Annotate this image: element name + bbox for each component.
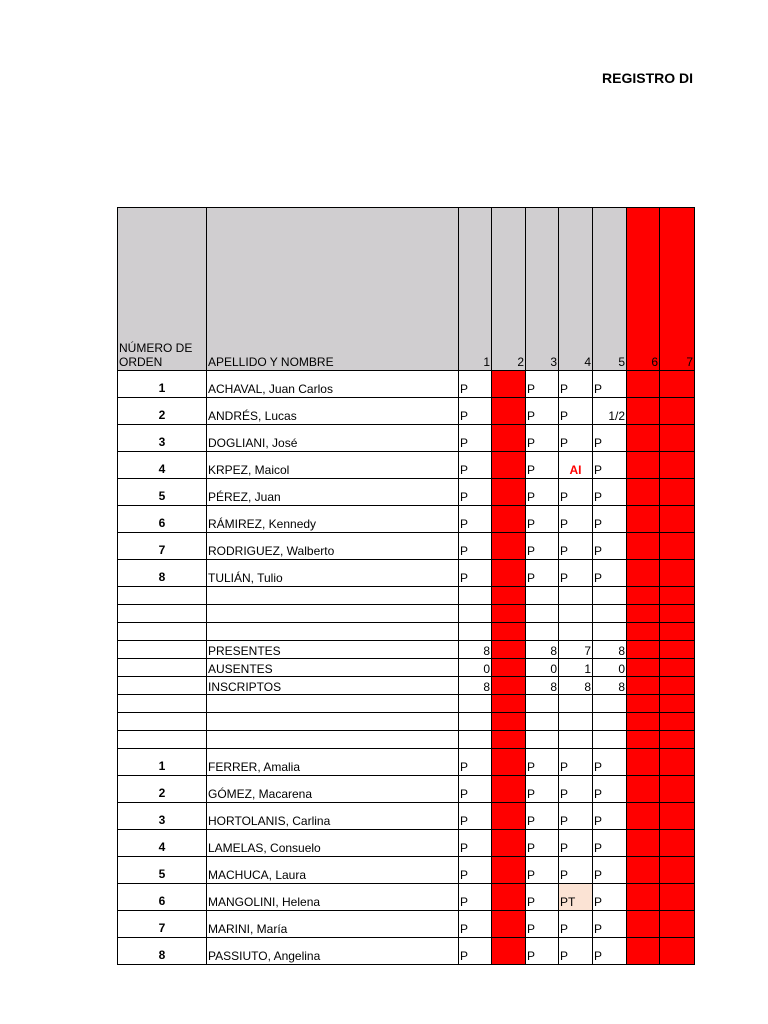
student-name bbox=[207, 731, 459, 749]
attendance-day-2 bbox=[492, 452, 526, 479]
attendance-day-6 bbox=[627, 938, 660, 965]
student-name: PASSIUTO, Angelina bbox=[207, 938, 459, 965]
attendance-day-7 bbox=[660, 884, 695, 911]
attendance-day-1: P bbox=[459, 749, 492, 776]
attendance-day-4: AI bbox=[559, 452, 593, 479]
attendance-day-2 bbox=[492, 560, 526, 587]
attendance-day-2 bbox=[492, 479, 526, 506]
count-day-5: 8 bbox=[593, 641, 627, 659]
student-row bbox=[118, 803, 695, 830]
attendance-day-6 bbox=[627, 533, 660, 560]
order-number: 8 bbox=[118, 938, 207, 965]
attendance-day-6 bbox=[627, 560, 660, 587]
attendance-day-6 bbox=[627, 695, 660, 713]
attendance-day-1 bbox=[459, 623, 492, 641]
student-row bbox=[118, 452, 695, 479]
student-name: PÉREZ, Juan bbox=[207, 479, 459, 506]
order-number bbox=[118, 713, 207, 731]
attendance-day-6 bbox=[627, 713, 660, 731]
student-row bbox=[118, 479, 695, 506]
attendance-day-7 bbox=[660, 479, 695, 506]
attendance-day-4: P bbox=[559, 479, 593, 506]
student-row bbox=[118, 911, 695, 938]
count-day-7 bbox=[660, 677, 695, 695]
attendance-day-3: P bbox=[526, 506, 559, 533]
attendance-day-6 bbox=[627, 776, 660, 803]
count-day-7 bbox=[660, 659, 695, 677]
student-name: GÓMEZ, Macarena bbox=[207, 776, 459, 803]
attendance-day-4: P bbox=[559, 371, 593, 398]
sheet-title: REGISTRO DI bbox=[602, 70, 694, 86]
attendance-day-1: P bbox=[459, 479, 492, 506]
attendance-day-1: P bbox=[459, 452, 492, 479]
student-name: FERRER, Amalia bbox=[207, 749, 459, 776]
order-number bbox=[118, 623, 207, 641]
attendance-day-2 bbox=[492, 731, 526, 749]
attendance-day-4: P bbox=[559, 803, 593, 830]
attendance-day-7 bbox=[660, 857, 695, 884]
attendance-day-4: P bbox=[559, 830, 593, 857]
order-number: 4 bbox=[118, 452, 207, 479]
order-number: 8 bbox=[118, 560, 207, 587]
day-header-3: 3 bbox=[526, 208, 559, 371]
attendance-day-2 bbox=[492, 425, 526, 452]
order-number: 5 bbox=[118, 479, 207, 506]
attendance-day-7 bbox=[660, 776, 695, 803]
day-header-5: 5 bbox=[593, 208, 627, 371]
attendance-day-3 bbox=[526, 605, 559, 623]
attendance-day-2 bbox=[492, 587, 526, 605]
attendance-day-3: P bbox=[526, 371, 559, 398]
attendance-day-7 bbox=[660, 911, 695, 938]
attendance-day-3 bbox=[526, 587, 559, 605]
count-day-6 bbox=[627, 677, 660, 695]
attendance-day-1: P bbox=[459, 884, 492, 911]
attendance-day-5 bbox=[593, 623, 627, 641]
attendance-day-4 bbox=[559, 605, 593, 623]
summary-row bbox=[118, 659, 695, 677]
attendance-day-2 bbox=[492, 830, 526, 857]
attendance-day-1: P bbox=[459, 425, 492, 452]
order-number: 2 bbox=[118, 398, 207, 425]
order-number bbox=[118, 659, 207, 677]
order-number bbox=[118, 605, 207, 623]
attendance-day-2 bbox=[492, 506, 526, 533]
attendance-day-2 bbox=[492, 803, 526, 830]
attendance-day-6 bbox=[627, 857, 660, 884]
attendance-day-4: P bbox=[559, 749, 593, 776]
attendance-day-5: P bbox=[593, 911, 627, 938]
attendance-day-3: P bbox=[526, 857, 559, 884]
attendance-day-5 bbox=[593, 713, 627, 731]
count-day-4: 7 bbox=[559, 641, 593, 659]
attendance-day-7 bbox=[660, 452, 695, 479]
attendance-day-5: 1/2 bbox=[593, 398, 627, 425]
attendance-day-7 bbox=[660, 938, 695, 965]
name-header: APELLIDO Y NOMBRE bbox=[207, 208, 459, 371]
attendance-day-6 bbox=[627, 398, 660, 425]
attendance-day-1: P bbox=[459, 911, 492, 938]
attendance-day-7 bbox=[660, 623, 695, 641]
attendance-day-7 bbox=[660, 713, 695, 731]
attendance-day-3: P bbox=[526, 398, 559, 425]
attendance-day-4: P bbox=[559, 776, 593, 803]
attendance-day-6 bbox=[627, 749, 660, 776]
attendance-day-1: P bbox=[459, 776, 492, 803]
attendance-day-5: P bbox=[593, 371, 627, 398]
attendance-day-5 bbox=[593, 587, 627, 605]
attendance-day-7 bbox=[660, 695, 695, 713]
day-header-2: 2 bbox=[492, 208, 526, 371]
attendance-day-5: P bbox=[593, 776, 627, 803]
order-header: NÚMERO DE ORDEN bbox=[118, 208, 207, 371]
attendance-day-3: P bbox=[526, 803, 559, 830]
attendance-day-3: P bbox=[526, 776, 559, 803]
attendance-day-2 bbox=[492, 749, 526, 776]
order-number: 1 bbox=[118, 371, 207, 398]
summary-label: AUSENTES bbox=[207, 659, 459, 677]
student-row bbox=[118, 533, 695, 560]
order-number bbox=[118, 731, 207, 749]
order-number: 6 bbox=[118, 506, 207, 533]
attendance-day-7 bbox=[660, 371, 695, 398]
student-row bbox=[118, 857, 695, 884]
attendance-day-5: P bbox=[593, 938, 627, 965]
attendance-day-6 bbox=[627, 452, 660, 479]
attendance-day-3: P bbox=[526, 533, 559, 560]
attendance-day-5: P bbox=[593, 506, 627, 533]
count-day-1: 8 bbox=[459, 641, 492, 659]
attendance-day-3 bbox=[526, 713, 559, 731]
attendance-day-3 bbox=[526, 623, 559, 641]
attendance-day-2 bbox=[492, 857, 526, 884]
student-row bbox=[118, 371, 695, 398]
attendance-day-5: P bbox=[593, 749, 627, 776]
count-day-3: 8 bbox=[526, 641, 559, 659]
student-row bbox=[118, 938, 695, 965]
count-day-6 bbox=[627, 659, 660, 677]
empty-row bbox=[118, 695, 695, 713]
count-day-6 bbox=[627, 641, 660, 659]
attendance-day-4: P bbox=[559, 911, 593, 938]
order-number bbox=[118, 677, 207, 695]
header-row bbox=[118, 208, 695, 371]
count-day-7 bbox=[660, 641, 695, 659]
attendance-table bbox=[117, 207, 695, 965]
attendance-day-7 bbox=[660, 731, 695, 749]
attendance-day-5: P bbox=[593, 452, 627, 479]
attendance-day-2 bbox=[492, 533, 526, 560]
order-number: 3 bbox=[118, 425, 207, 452]
student-name: MANGOLINI, Helena bbox=[207, 884, 459, 911]
attendance-day-5: P bbox=[593, 425, 627, 452]
attendance-day-5 bbox=[593, 605, 627, 623]
student-name: HORTOLANIS, Carlina bbox=[207, 803, 459, 830]
order-number: 7 bbox=[118, 533, 207, 560]
attendance-day-4 bbox=[559, 731, 593, 749]
attendance-day-7 bbox=[660, 398, 695, 425]
attendance-day-1: P bbox=[459, 560, 492, 587]
count-day-5: 8 bbox=[593, 677, 627, 695]
count-day-3: 0 bbox=[526, 659, 559, 677]
attendance-day-7 bbox=[660, 506, 695, 533]
attendance-day-2 bbox=[492, 398, 526, 425]
attendance-day-3: P bbox=[526, 911, 559, 938]
student-name bbox=[207, 587, 459, 605]
attendance-day-6 bbox=[627, 731, 660, 749]
attendance-day-5: P bbox=[593, 560, 627, 587]
day-header-1: 1 bbox=[459, 208, 492, 371]
attendance-day-1: P bbox=[459, 398, 492, 425]
count-day-1: 8 bbox=[459, 677, 492, 695]
attendance-day-1 bbox=[459, 731, 492, 749]
attendance-day-5 bbox=[593, 731, 627, 749]
attendance-day-4: P bbox=[559, 560, 593, 587]
attendance-day-1: P bbox=[459, 371, 492, 398]
day-header-7: 7 bbox=[660, 208, 695, 371]
attendance-day-5 bbox=[593, 695, 627, 713]
attendance-day-6 bbox=[627, 884, 660, 911]
attendance-day-7 bbox=[660, 533, 695, 560]
attendance-day-6 bbox=[627, 911, 660, 938]
attendance-day-2 bbox=[492, 713, 526, 731]
student-name: ACHAVAL, Juan Carlos bbox=[207, 371, 459, 398]
attendance-day-2 bbox=[492, 938, 526, 965]
order-number: 6 bbox=[118, 884, 207, 911]
attendance-day-3: P bbox=[526, 830, 559, 857]
attendance-day-4: P bbox=[559, 506, 593, 533]
attendance-day-1 bbox=[459, 695, 492, 713]
empty-row bbox=[118, 587, 695, 605]
order-number: 5 bbox=[118, 857, 207, 884]
attendance-day-7 bbox=[660, 587, 695, 605]
order-number: 4 bbox=[118, 830, 207, 857]
attendance-day-6 bbox=[627, 371, 660, 398]
attendance-day-1 bbox=[459, 605, 492, 623]
count-day-2 bbox=[492, 659, 526, 677]
attendance-day-5: P bbox=[593, 533, 627, 560]
student-name bbox=[207, 623, 459, 641]
empty-row bbox=[118, 605, 695, 623]
attendance-day-1 bbox=[459, 713, 492, 731]
attendance-day-4 bbox=[559, 623, 593, 641]
attendance-day-3: P bbox=[526, 749, 559, 776]
attendance-day-6 bbox=[627, 803, 660, 830]
attendance-day-1: P bbox=[459, 506, 492, 533]
summary-row bbox=[118, 641, 695, 659]
attendance-day-7 bbox=[660, 830, 695, 857]
attendance-day-1: P bbox=[459, 830, 492, 857]
empty-row bbox=[118, 713, 695, 731]
attendance-day-5: P bbox=[593, 803, 627, 830]
student-name: RODRIGUEZ, Walberto bbox=[207, 533, 459, 560]
empty-row bbox=[118, 623, 695, 641]
student-row bbox=[118, 425, 695, 452]
student-name: DOGLIANI, José bbox=[207, 425, 459, 452]
student-row bbox=[118, 884, 695, 911]
student-name: MACHUCA, Laura bbox=[207, 857, 459, 884]
attendance-day-4: P bbox=[559, 425, 593, 452]
attendance-day-1: P bbox=[459, 803, 492, 830]
order-number bbox=[118, 587, 207, 605]
attendance-day-1: P bbox=[459, 533, 492, 560]
empty-row bbox=[118, 731, 695, 749]
attendance-day-6 bbox=[627, 830, 660, 857]
student-name: ANDRÉS, Lucas bbox=[207, 398, 459, 425]
attendance-day-1 bbox=[459, 587, 492, 605]
day-header-4: 4 bbox=[559, 208, 593, 371]
attendance-day-7 bbox=[660, 605, 695, 623]
attendance-day-4: P bbox=[559, 857, 593, 884]
order-number: 7 bbox=[118, 911, 207, 938]
attendance-day-7 bbox=[660, 803, 695, 830]
student-name: RÁMIREZ, Kennedy bbox=[207, 506, 459, 533]
attendance-day-6 bbox=[627, 506, 660, 533]
attendance-day-3: P bbox=[526, 452, 559, 479]
attendance-day-5: P bbox=[593, 830, 627, 857]
attendance-day-4: P bbox=[559, 938, 593, 965]
count-day-5: 0 bbox=[593, 659, 627, 677]
student-name bbox=[207, 695, 459, 713]
attendance-day-3: P bbox=[526, 560, 559, 587]
student-row bbox=[118, 398, 695, 425]
count-day-1: 0 bbox=[459, 659, 492, 677]
attendance-day-2 bbox=[492, 605, 526, 623]
attendance-day-2 bbox=[492, 884, 526, 911]
attendance-day-5: P bbox=[593, 857, 627, 884]
student-name: MARINI, María bbox=[207, 911, 459, 938]
attendance-day-1: P bbox=[459, 938, 492, 965]
attendance-day-1: P bbox=[459, 857, 492, 884]
day-header-6: 6 bbox=[627, 208, 660, 371]
attendance-day-6 bbox=[627, 605, 660, 623]
count-day-2 bbox=[492, 641, 526, 659]
attendance-day-3: P bbox=[526, 425, 559, 452]
student-name: KRPEZ, Maicol bbox=[207, 452, 459, 479]
attendance-day-2 bbox=[492, 695, 526, 713]
attendance-day-3: P bbox=[526, 938, 559, 965]
student-name: LAMELAS, Consuelo bbox=[207, 830, 459, 857]
summary-label: PRESENTES bbox=[207, 641, 459, 659]
student-row bbox=[118, 776, 695, 803]
student-name: TULIÁN, Tulio bbox=[207, 560, 459, 587]
order-number bbox=[118, 641, 207, 659]
attendance-day-2 bbox=[492, 911, 526, 938]
attendance-day-3 bbox=[526, 695, 559, 713]
attendance-day-2 bbox=[492, 371, 526, 398]
attendance-day-7 bbox=[660, 425, 695, 452]
attendance-day-7 bbox=[660, 560, 695, 587]
attendance-day-4: PT bbox=[559, 884, 593, 911]
attendance-day-2 bbox=[492, 623, 526, 641]
student-name bbox=[207, 713, 459, 731]
count-day-3: 8 bbox=[526, 677, 559, 695]
student-name bbox=[207, 605, 459, 623]
order-number: 3 bbox=[118, 803, 207, 830]
attendance-day-6 bbox=[627, 425, 660, 452]
attendance-day-4 bbox=[559, 587, 593, 605]
attendance-day-6 bbox=[627, 623, 660, 641]
attendance-day-6 bbox=[627, 479, 660, 506]
summary-label: INSCRIPTOS bbox=[207, 677, 459, 695]
student-row bbox=[118, 749, 695, 776]
student-row bbox=[118, 560, 695, 587]
student-row bbox=[118, 830, 695, 857]
attendance-day-2 bbox=[492, 776, 526, 803]
order-number bbox=[118, 695, 207, 713]
attendance-day-5: P bbox=[593, 479, 627, 506]
attendance-day-4 bbox=[559, 713, 593, 731]
attendance-day-3 bbox=[526, 731, 559, 749]
summary-row bbox=[118, 677, 695, 695]
attendance-day-5: P bbox=[593, 884, 627, 911]
attendance-day-6 bbox=[627, 587, 660, 605]
order-number: 2 bbox=[118, 776, 207, 803]
attendance-day-4: P bbox=[559, 398, 593, 425]
order-number: 1 bbox=[118, 749, 207, 776]
count-day-2 bbox=[492, 677, 526, 695]
attendance-day-3: P bbox=[526, 479, 559, 506]
attendance-day-3: P bbox=[526, 884, 559, 911]
attendance-day-4: P bbox=[559, 533, 593, 560]
count-day-4: 8 bbox=[559, 677, 593, 695]
student-row bbox=[118, 506, 695, 533]
count-day-4: 1 bbox=[559, 659, 593, 677]
attendance-day-4 bbox=[559, 695, 593, 713]
attendance-day-7 bbox=[660, 749, 695, 776]
